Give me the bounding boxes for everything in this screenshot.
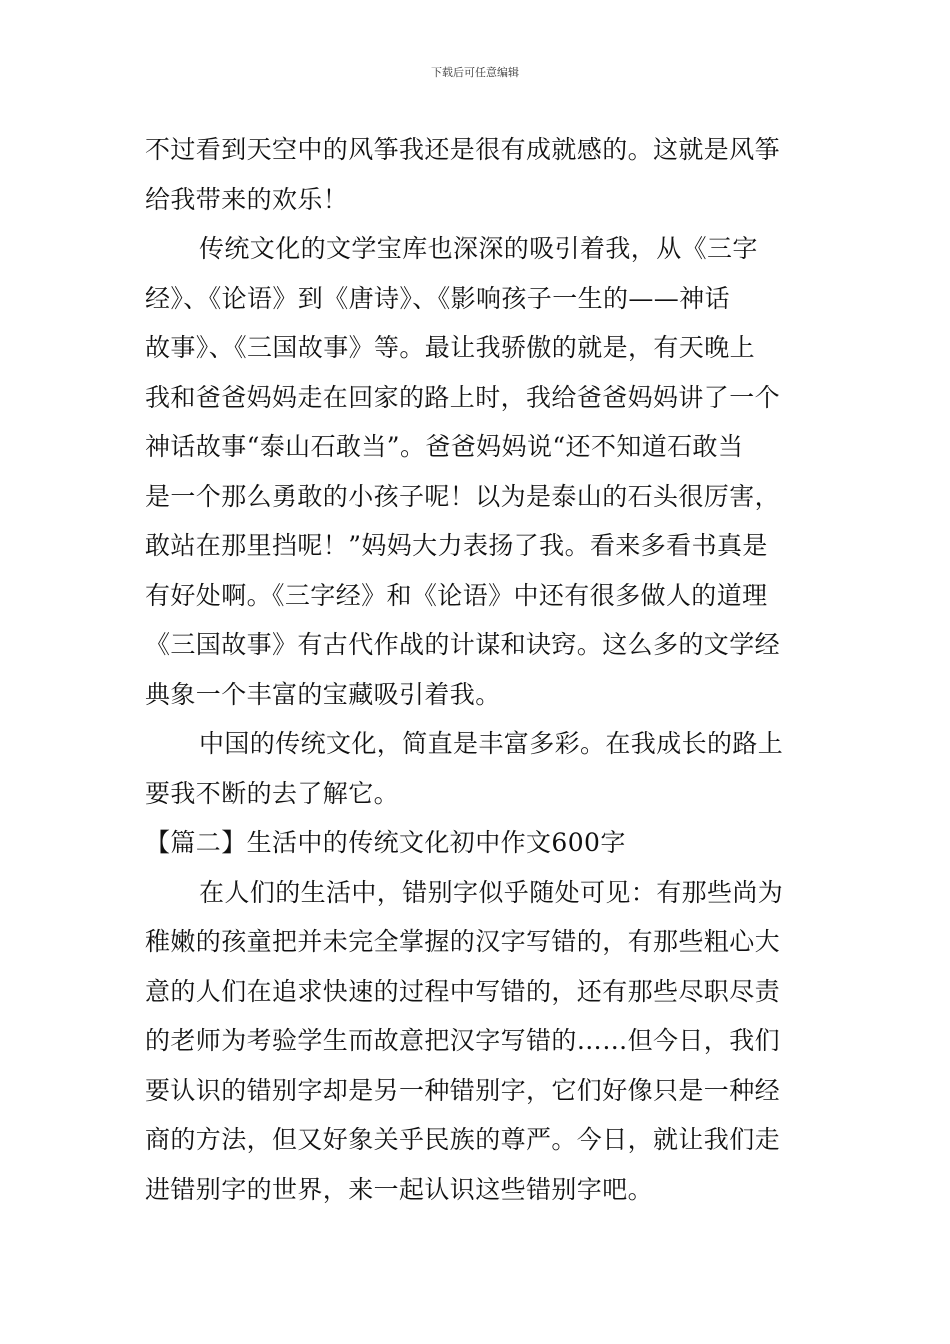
text-line: 是一个那么勇敢的小孩子呢！以为是泰山的石头很厉害， xyxy=(145,481,781,511)
text-line: 《三国故事》有古代作战的计谋和诀窍。这么多的文学经 xyxy=(145,630,781,659)
text-line: 有好处啊。《三字经》和《论语》中还有很多做人的道理 xyxy=(145,580,768,610)
text-line: 进错别字的世界，来一起认识这些错别字吧。 xyxy=(145,1174,654,1204)
text-line: 敢站在那里挡呢！”妈妈大力表扬了我。看来多看书真是 xyxy=(145,531,768,560)
text-line: 的老师为考验学生而故意把汉字写错的……但今日，我们 xyxy=(145,1026,781,1055)
text-line: 【篇二】生活中的传统文化初中作文600字 xyxy=(145,828,626,857)
document-body xyxy=(145,125,807,1214)
text-line: 要认识的错别字却是另一种错别字，它们好像只是一种经 xyxy=(145,1075,781,1105)
text-line: 传统文化的文学宝库也深深的吸引着我，从《三字 xyxy=(199,234,758,263)
text-line: 典象一个丰富的宝藏吸引着我。 xyxy=(145,679,501,709)
text-line: 经》、《论语》到《唐诗》、《影响孩子一生的——神话 xyxy=(145,283,731,313)
section-heading xyxy=(145,818,807,868)
text-line: 稚嫩的孩童把并未完全掌握的汉字写错的，有那些粗心大 xyxy=(145,927,781,956)
page-header: 下载后可任意编辑 xyxy=(431,66,519,79)
text-line: 给我带来的欢乐！ xyxy=(145,184,349,214)
text-line: 意的人们在追求快速的过程中写错的，还有那些尽职尽责 xyxy=(145,976,781,1006)
paragraph xyxy=(145,224,807,719)
text-line: 商的方法，但又好象关乎民族的尊严。今日，就让我们走 xyxy=(145,1125,781,1154)
text-line: 我和爸爸妈妈走在回家的路上时，我给爸爸妈妈讲了一个 xyxy=(145,382,781,412)
text-line: 神话故事“泰山石敢当”。爸爸妈妈说“还不知道石敢当 xyxy=(145,432,744,461)
text-line: 在人们的生活中，错别字似乎随处可见：有那些尚为 xyxy=(199,877,784,907)
paragraph xyxy=(145,719,807,818)
text-line: 中国的传统文化，简直是丰富多彩。在我成长的路上 xyxy=(199,729,784,758)
paragraph xyxy=(145,868,807,1215)
paragraph xyxy=(145,125,807,224)
text-line: 要我不断的去了解它。 xyxy=(145,778,400,808)
text-line: 不过看到天空中的风筝我还是很有成就感的。这就是风筝 xyxy=(145,135,781,164)
text-line: 故事》、《三国故事》等。最让我骄傲的就是，有天晚上 xyxy=(145,333,756,362)
